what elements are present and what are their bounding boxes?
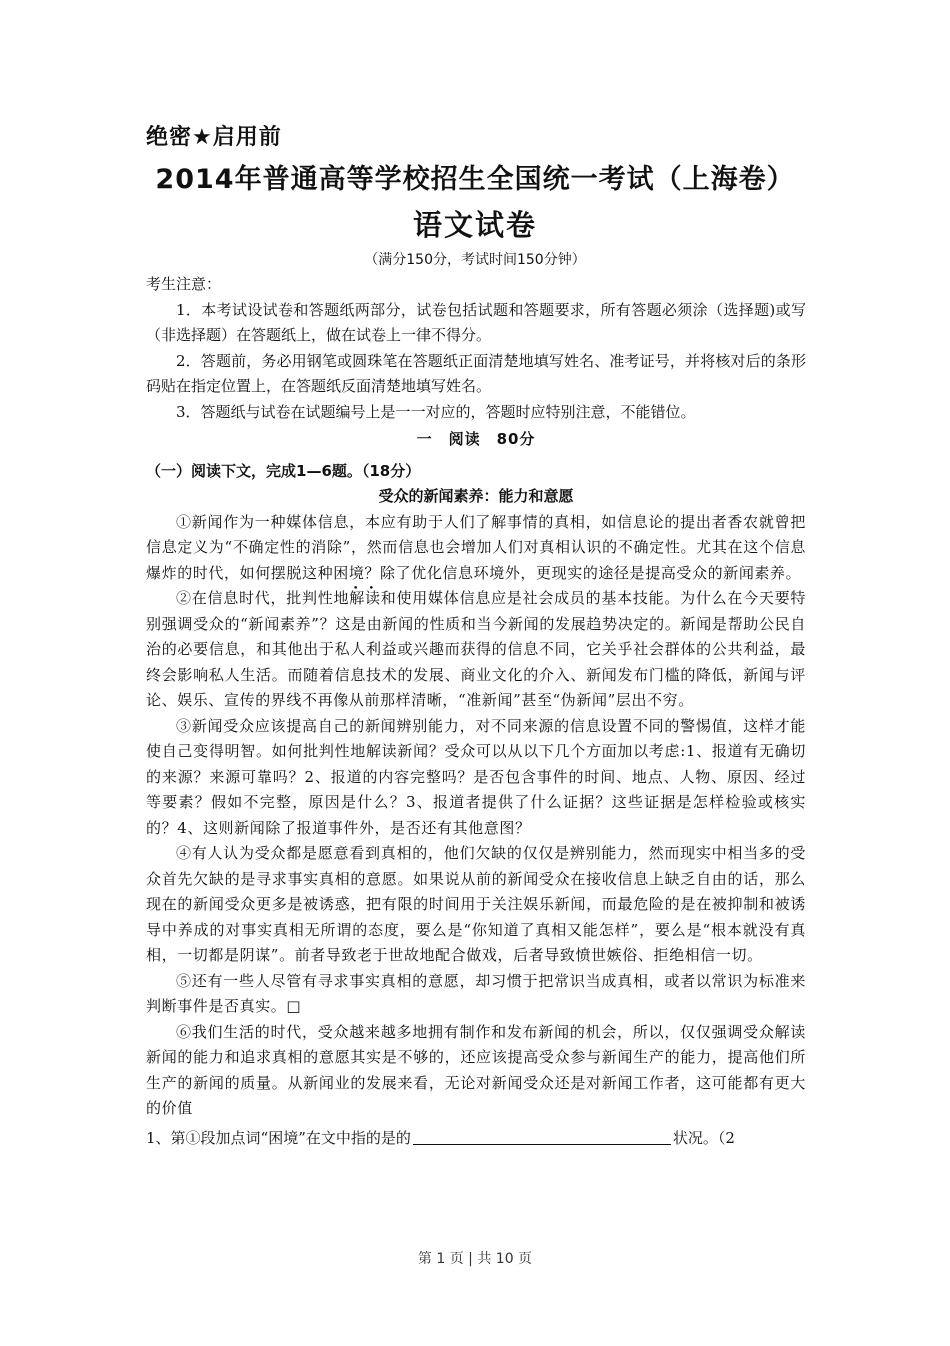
score-note: （满分150分，考试时间150分钟）: [364, 252, 586, 268]
article-paragraph-4: ④有人认为受众都是愿意看到真相的，他们欠缺的仅仅是辨别能力，然而现实中相当多的受众首先欠缺的是寻求事实真相的意愿。如果说从前的新闻受众在接收信息上缺乏自由的话，那么现在的新闻受众更多是被诱惑，把有限的时间用于关注娱乐新闻，而最危险的是在被抑制和被诱导中养成的对事实真相无所谓的态度，要么是“你知道了真相又能怎样”，要么是“根本就没有真相，一切都是阴谋”。前者导致老于世故地配合做戏，后者导致愤世嫉俗、拒绝相信一切。: [146, 844, 806, 964]
notice-item-1: 1．本考试设试卷和答题纸两部分，试卷包括试题和答题要求，所有答题必须涂（选择题)或写（非选择题）在答题纸上，做在试卷上一律不得分。: [146, 300, 806, 344]
answer-blank[interactable]: [413, 1126, 671, 1145]
notice-item-2: 2．答题前，务必用钢笔或圆珠笔在答题纸正面清楚地填写姓名、准考证号，并将核对后的条形码贴在指定位置上，在答题纸反面清楚地填写姓名。: [146, 351, 806, 395]
subject-title: 语文试卷: [412, 208, 537, 242]
article-body: [146, 510, 806, 1122]
article-paragraph-5: ⑤还有一些人尽管有寻求事实真相的意愿，却习惯于把常识当成真相，或者以常识为标准来判断事件是否真实。□: [146, 971, 806, 1015]
question-1: [146, 1126, 806, 1152]
exam-title: 2014年普通高等学校招生全国统一考试（上海卷）: [155, 164, 795, 195]
notice-item-3: 3．答题纸与试卷在试题编号上是一一对应的，答题时应特别注意，不能错位。: [176, 402, 696, 421]
section-heading: 一 阅读 80分: [416, 430, 536, 448]
paragraph-text: ①新闻作为一种媒体信息，本应有助于人们了解事情的真相，如信息论的提出者香农就曾把信息定义为“不确定性的消除”，然而信息也会增加人们对真相认识的不确定性。尤其在这个信息爆炸的时代，如何摆脱这种: [146, 512, 806, 582]
notice-heading: 考生注意：: [146, 275, 222, 293]
part-heading: （一）阅读下文，完成1—6题。（18分）: [146, 461, 421, 480]
paragraph-text: ？除了优化信息环境外，更现实的途径是提高受众的新闻素养。: [364, 563, 802, 582]
question-text: 状况。（2: [672, 1128, 735, 1147]
article-paragraph-1: [146, 510, 806, 587]
question-text: 1、第①段加点词“困境”在文中指的是的: [146, 1128, 411, 1147]
page-footer: 第 1 页 | 共 10 页: [417, 1251, 533, 1267]
article-paragraph-6: ⑥我们生活的时代，受众越来越多地拥有制作和发布新闻的机会，所以，仅仅强调受众解读新闻的能力和追求真相的意愿其实是不够的，还应该提高受众参与新闻生产的能力，提高他们所生产的新闻的质量。从新闻业的发展来看，无论对新闻受众还是对新闻工作者，这可能都有更大的价值: [146, 1022, 806, 1117]
article-paragraph-2: ②在信息时代，批判性地解读和使用媒体信息应是社会成员的基本技能。为什么在今天要特别强调受众的“新闻素养”？这是由新闻的性质和当今新闻的发展趋势决定的。新闻是帮助公民自治的必要信息，和其他出于私人利益或兴趣而获得的信息不同，它关乎社会群体的公共利益，最终会影响私人生活。而随着信息技术的发展、商业文化的介入、新闻发布门槛的降低，新闻与评论、娱乐、宣传的界线不再像从前那样清晰，“准新闻”甚至“伪新闻”层出不穷。: [146, 589, 806, 709]
article-paragraph-3: ③新闻受众应该提高自己的新闻辨别能力，对不同来源的信息设置不同的警惕值，这样才能使自己变得明智。如何批判性地解读新闻？受众可以从以下几个方面加以考虑:1、报道有无确切的来源？来源可靠吗？2、报道的内容完整吗？是否包含事件的时间、地点、人物、原因、经过等要素？假如不完整，原因是什么？3、报道者提供了什么证据？这些证据是怎样检验或核实的？4、这则新闻除了报道事件外，是否还有其他意图？: [146, 716, 806, 837]
emphasis-dot-char: 境: [348, 563, 365, 582]
exam-content: [146, 272, 806, 1151]
article-title: 受众的新闻素养：能力和意愿: [378, 487, 574, 505]
secret-mark: 绝密★启用前: [146, 125, 282, 150]
emphasis-dot-char: 困: [333, 563, 349, 582]
